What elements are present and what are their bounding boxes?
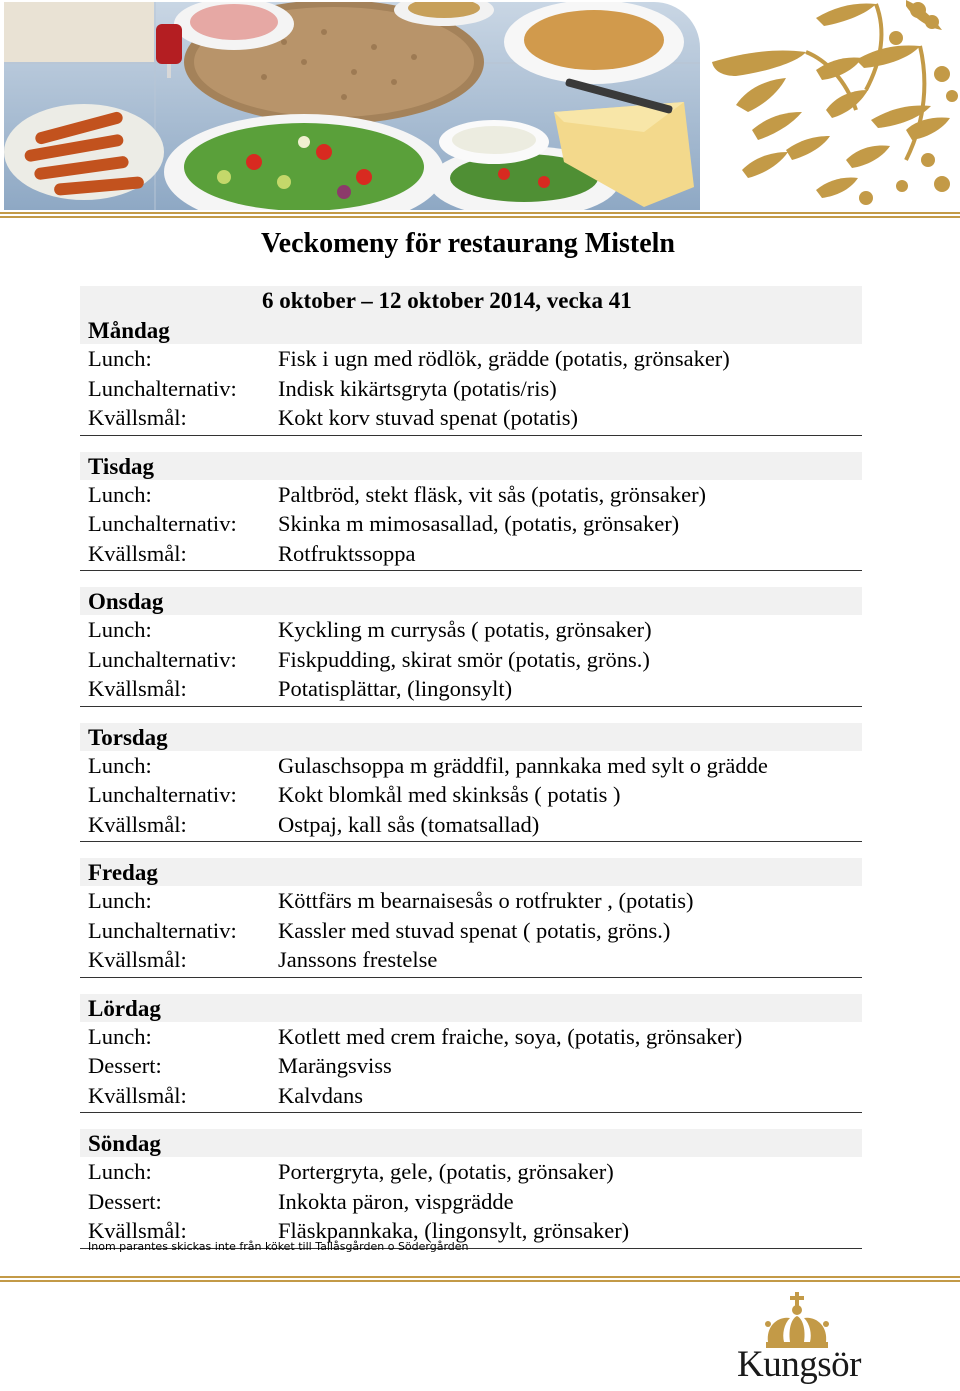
day-heading: Onsdag bbox=[80, 587, 862, 615]
page-title: Veckomeny för restaurang Misteln bbox=[261, 228, 675, 259]
meal-label: Kvällsmål: bbox=[88, 811, 187, 837]
dish-name: Paltbröd, stekt fläsk, vit sås (potatis, grönsaker) bbox=[278, 481, 707, 507]
kungsor-logo-text: Kungsör bbox=[737, 1344, 861, 1385]
meal-row bbox=[80, 751, 862, 781]
dish-name: Skinka m mimosasallad, (potatis, grönsaker) bbox=[278, 511, 680, 536]
dish-name: Portergryta, gele, (potatis, grönsaker) bbox=[278, 1159, 614, 1184]
day-heading: Söndag bbox=[80, 1129, 862, 1157]
dish-name: Gulaschsoppa m gräddfil, pannkaka med sylt o grädde bbox=[278, 752, 768, 778]
day-heading: Lördag bbox=[80, 994, 862, 1022]
dish-name: Kalvdans bbox=[278, 1082, 363, 1108]
meal-row bbox=[80, 945, 862, 975]
meal-row bbox=[80, 539, 862, 569]
day-section bbox=[80, 587, 862, 707]
meal-label: Lunch: bbox=[88, 481, 152, 507]
meal-row bbox=[80, 509, 862, 539]
meal-label: Lunch: bbox=[88, 888, 152, 913]
meal-row bbox=[80, 374, 862, 404]
meal-row bbox=[80, 615, 862, 645]
meal-row bbox=[80, 886, 862, 916]
dish-name: Janssons frestelse bbox=[278, 947, 438, 972]
meal-label: Kvällsmål: bbox=[88, 1218, 187, 1243]
meal-label: Lunch: bbox=[88, 1159, 152, 1184]
meal-label: Dessert: bbox=[88, 1188, 162, 1214]
day-heading: Fredag bbox=[80, 858, 862, 886]
meal-row bbox=[80, 674, 862, 704]
footer-rule bbox=[0, 1276, 960, 1282]
footnote: Inom parantes skickas inte från köket till Tallåsgården o Södergården bbox=[88, 1240, 469, 1253]
meal-row bbox=[80, 916, 862, 946]
meal-label: Lunch: bbox=[88, 617, 152, 642]
dish-name: Potatisplättar, (lingonsylt) bbox=[278, 676, 513, 701]
meal-row bbox=[80, 645, 862, 675]
dish-name: Kotlett med crem fraiche, soya, (potatis, grönsaker) bbox=[278, 1023, 743, 1049]
meal-row bbox=[80, 1081, 862, 1111]
meal-row bbox=[80, 1157, 862, 1187]
meal-label: Lunchalternativ: bbox=[88, 511, 237, 536]
meal-label: Lunchalternativ: bbox=[88, 646, 237, 672]
day-heading: Tisdag bbox=[80, 452, 862, 480]
dish-name: Kyckling m currysås ( potatis, grönsaker) bbox=[278, 617, 652, 642]
meal-label: Lunchalternativ: bbox=[88, 917, 237, 943]
dish-name: Marängsviss bbox=[278, 1053, 392, 1078]
meal-row bbox=[80, 1187, 862, 1217]
meal-row bbox=[80, 810, 862, 840]
meal-label: Lunchalternativ: bbox=[88, 375, 237, 401]
dish-name: Kassler med stuvad spenat ( potatis, gröns.) bbox=[278, 917, 671, 943]
meal-row bbox=[80, 1051, 862, 1081]
dish-name: Kokt korv stuvad spenat (potatis) bbox=[278, 405, 578, 430]
weekly-menu bbox=[80, 286, 862, 1265]
header-rule bbox=[0, 212, 960, 218]
day-section bbox=[80, 452, 862, 572]
meal-label: Kvällsmål: bbox=[88, 676, 187, 701]
dish-name: Fisk i ugn med rödlök, grädde (potatis, grönsaker) bbox=[278, 346, 730, 371]
dish-name: Indisk kikärtsgryta (potatis/ris) bbox=[278, 375, 557, 401]
day-section bbox=[80, 1129, 862, 1249]
dish-name: Kokt blomkål med skinksås ( potatis ) bbox=[278, 782, 621, 807]
dish-name: Köttfärs m bearnaisesås o rotfrukter , (potatis) bbox=[278, 888, 694, 913]
meal-label: Kvällsmål: bbox=[88, 405, 187, 430]
dish-name: Fläskpannkaka, (lingonsylt, grönsaker) bbox=[278, 1218, 630, 1243]
meal-label: Lunch: bbox=[88, 752, 152, 778]
day-section bbox=[80, 723, 862, 843]
meal-row bbox=[80, 480, 862, 510]
meal-row bbox=[80, 403, 862, 433]
meal-label: Kvällsmål: bbox=[88, 947, 187, 972]
meal-row bbox=[80, 1022, 862, 1052]
meal-row bbox=[80, 344, 862, 374]
meal-row bbox=[80, 780, 862, 810]
day-section bbox=[80, 858, 862, 978]
day-heading: Torsdag bbox=[80, 723, 862, 751]
dish-name: Inkokta päron, vispgrädde bbox=[278, 1188, 514, 1214]
meal-label: Lunchalternativ: bbox=[88, 782, 237, 807]
dish-name: Fiskpudding, skirat smör (potatis, gröns.) bbox=[278, 646, 650, 672]
meal-label: Lunch: bbox=[88, 346, 152, 371]
meal-label: Dessert: bbox=[88, 1053, 162, 1078]
meal-label: Lunch: bbox=[88, 1023, 152, 1049]
buffet-photo bbox=[4, 2, 700, 210]
day-heading: Måndag bbox=[80, 316, 862, 344]
meal-label: Kvällsmål: bbox=[88, 1082, 187, 1108]
mistletoe-decoration bbox=[706, 0, 960, 212]
dish-name: Ostpaj, kall sås (tomatsallad) bbox=[278, 811, 540, 837]
day-section bbox=[80, 994, 862, 1114]
meal-label: Kvällsmål: bbox=[88, 540, 187, 566]
day-section bbox=[80, 316, 862, 436]
week-range: 6 oktober – 12 oktober 2014, vecka 41 bbox=[80, 286, 862, 316]
dish-name: Rotfruktssoppa bbox=[278, 540, 416, 566]
